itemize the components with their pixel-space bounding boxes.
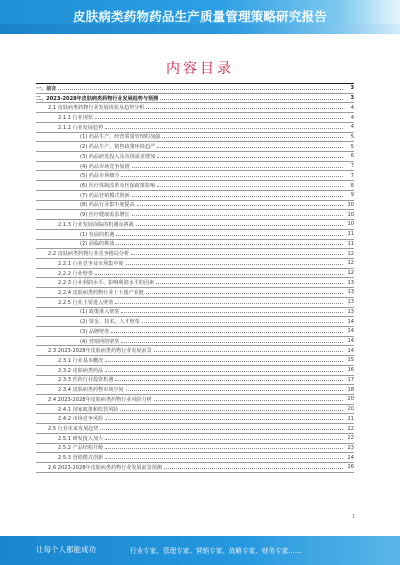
- toc-entry-page: 23: [347, 444, 354, 451]
- toc-dot-leader: [105, 448, 343, 449]
- toc-entry-page: 4: [350, 104, 354, 111]
- toc-entry-label: 2.1.1 行业现状: [58, 115, 93, 122]
- toc-dot-leader: [146, 108, 343, 109]
- toc-entry[interactable]: [36, 220, 354, 230]
- toc-entry[interactable]: [36, 424, 354, 434]
- toc-entry[interactable]: [36, 308, 354, 318]
- toc-entry-page: 21: [347, 415, 354, 422]
- toc-entry[interactable]: [36, 249, 354, 259]
- toc-entry-page: 18: [347, 386, 354, 393]
- toc-entry[interactable]: [36, 240, 354, 250]
- toc-entry-label: 2.1 皮肤病类药物行业发展现状及趋势分析: [48, 105, 145, 112]
- toc-entry-page: 14: [347, 338, 354, 345]
- toc-entry-page: 5: [350, 143, 354, 150]
- toc-entry-page: 26: [347, 464, 354, 471]
- footer-slogan-right: 行业专家、管理专家、营销专家、战略专家、财务专家……: [130, 547, 302, 555]
- toc-entry[interactable]: [36, 463, 354, 473]
- toc-dot-leader: [111, 332, 343, 333]
- toc-entry-label: 2.5 行业未来发展趋势: [48, 426, 99, 433]
- toc-entry[interactable]: [36, 327, 354, 337]
- toc-dot-leader: [154, 400, 343, 401]
- toc-entry-label: (3) 药品研发投入及市场需求增加: [80, 153, 156, 160]
- toc-entry-label: (8) 药品行业集中度提高: [80, 202, 135, 209]
- page-number: 1: [352, 514, 356, 520]
- toc-entry-label: 2.5.1 研发投入加大: [58, 435, 104, 442]
- toc-title: 内容目录: [166, 61, 234, 77]
- toc-dot-leader: [100, 429, 343, 430]
- toc-entry-label: 2.3.2 皮肤病类药品: [58, 367, 104, 374]
- toc-entry-page: 20: [347, 396, 354, 403]
- toc-entry-label: 2.3.1 行业基本概况: [58, 357, 104, 364]
- toc-entry-page: 12: [347, 270, 354, 277]
- toc-entry-label: (2) 资金、技术、人才壁垒: [80, 319, 140, 326]
- toc-entry[interactable]: [36, 385, 354, 395]
- toc-entry-page: 12: [347, 250, 354, 257]
- toc-entry-page: 9: [350, 192, 354, 199]
- toc-entry-label: 2.1.2 行业发展趋势: [58, 124, 104, 131]
- toc-dot-leader: [132, 196, 343, 197]
- toc-entry-label: 2.3.4 皮肤病类药物市场空间: [58, 387, 124, 394]
- toc-dot-leader: [95, 118, 343, 119]
- toc-entry-page: 8: [350, 182, 354, 189]
- toc-entry-label: 2.1.3 行业发展面临的机遇及挑战: [58, 221, 134, 228]
- toc-dot-leader: [156, 283, 343, 284]
- toc-dot-leader: [105, 371, 343, 372]
- toc-entry-page: 3: [350, 85, 354, 92]
- toc-entry-page: 14: [347, 328, 354, 335]
- toc-dot-leader: [105, 419, 343, 420]
- toc-entry-page: 14: [347, 347, 354, 354]
- toc-entry-page: 13: [347, 279, 354, 286]
- toc-entry[interactable]: [36, 123, 354, 133]
- toc-dot-leader: [154, 351, 343, 352]
- toc-entry-label: 2.2.4 皮肤病类药物行业上下游产业链: [58, 289, 144, 296]
- toc-entry[interactable]: [36, 94, 354, 104]
- toc-entry-page: 13: [347, 289, 354, 296]
- toc-entry[interactable]: [36, 317, 354, 327]
- toc-entry-label: 2.4.1 国家政策和监管风险: [58, 406, 119, 413]
- toc-entry-label: (9) 医疗健康需求增长: [80, 212, 130, 219]
- toc-entry[interactable]: [36, 133, 354, 143]
- toc-entry-page: 10: [347, 221, 354, 228]
- toc-entry-label: (4) 药品市场竞争加剧: [80, 163, 130, 170]
- toc-entry[interactable]: [36, 278, 354, 288]
- toc-entry-label: 2.2 皮肤病类药物行业竞争格局分析: [48, 251, 130, 258]
- toc-entry-label: 2.5.3 营销模式创新: [58, 455, 104, 462]
- toc-dot-leader: [157, 147, 343, 148]
- toc-entry-label: 二、2023-2028年皮肤病类药物行业发展趋势与预测: [36, 95, 159, 102]
- toc-dot-leader: [105, 128, 343, 129]
- toc-entry[interactable]: [36, 269, 354, 279]
- toc-dot-leader: [146, 293, 343, 294]
- toc-dot-leader: [136, 225, 343, 226]
- toc-entry[interactable]: [36, 405, 354, 415]
- toc-entry-label: (4) 营销网络壁垒: [80, 338, 120, 345]
- toc-entry-page: 13: [347, 299, 354, 306]
- toc-entry[interactable]: [36, 162, 354, 172]
- toc-dot-leader: [160, 99, 343, 100]
- toc-entry-page: 22: [347, 425, 354, 432]
- toc-dot-leader: [132, 167, 343, 168]
- toc-entry-label: (7) 药品营销模式创新: [80, 192, 130, 199]
- toc-entry-label: 2.6 2023-2028年皮肤病类药物行业发展前景预测: [48, 464, 162, 471]
- toc-entry-label: 一、前言: [36, 85, 57, 92]
- toc-entry[interactable]: [36, 142, 354, 152]
- top-banner: [0, 0, 400, 34]
- toc-entry[interactable]: [36, 366, 354, 376]
- toc-entry-page: 20: [347, 406, 354, 413]
- toc-entry[interactable]: [36, 113, 354, 123]
- toc-entry-label: (1) 药品生产、经营质量管理的加强: [80, 134, 161, 141]
- toc-dot-leader: [105, 439, 343, 440]
- toc-entry-label: (2) 药品生产、销售政策环境趋严: [80, 144, 156, 151]
- toc-entry-page: 6: [350, 153, 354, 160]
- toc-entry[interactable]: [36, 395, 354, 405]
- toc-dot-leader: [131, 254, 343, 255]
- toc-entry[interactable]: [36, 434, 354, 444]
- toc-dot-leader: [126, 264, 343, 265]
- toc-entry-label: 2.2.5 行业主要进入壁垒: [58, 299, 114, 306]
- footer-banner: [0, 536, 400, 565]
- table-of-contents: [36, 83, 354, 473]
- toc-entry[interactable]: [36, 298, 354, 308]
- toc-entry-label: 2.4 2023-2028年皮肤病类药物行业风险分析: [48, 396, 152, 403]
- toc-entry[interactable]: [36, 444, 354, 454]
- toc-entry[interactable]: [36, 414, 354, 424]
- toc-entry-label: (1) 发展的机遇: [80, 231, 115, 238]
- toc-dot-leader: [58, 89, 343, 90]
- toc-entry-label: 2.2.1 行业竞争及市场集中度: [58, 260, 124, 267]
- toc-dot-leader: [142, 322, 343, 323]
- toc-entry-page: 17: [347, 376, 354, 383]
- toc-dot-leader: [137, 205, 343, 206]
- toc-entry-page: 10: [347, 201, 354, 208]
- toc-dot-leader: [95, 274, 343, 275]
- toc-entry-page: 24: [347, 454, 354, 461]
- toc-entry-page: 14: [347, 318, 354, 325]
- toc-entry[interactable]: [36, 356, 354, 366]
- report-title: 皮肤病类药物药品生产质量管理策略研究报告: [72, 9, 327, 24]
- toc-entry[interactable]: [36, 337, 354, 347]
- toc-dot-leader: [105, 458, 343, 459]
- toc-entry-label: 2.3.3 医药行业投资机遇: [58, 377, 114, 384]
- toc-entry-label: 2.2.3 行业利润水平、影响利润水平的因素: [58, 280, 155, 287]
- toc-entry-page: 15: [347, 357, 354, 364]
- toc-entry[interactable]: [36, 259, 354, 269]
- toc-entry-page: 3: [350, 95, 354, 102]
- toc-entry[interactable]: [36, 346, 354, 356]
- toc-entry-page: 5: [350, 133, 354, 140]
- toc-dot-leader: [121, 342, 343, 343]
- toc-entry-label: 2.5.2 产品结构升级: [58, 445, 104, 452]
- toc-entry-page: 4: [350, 124, 354, 131]
- toc-entry[interactable]: [36, 230, 354, 240]
- toc-entry-label: (5) 药品市场细分: [80, 173, 120, 180]
- toc-entry[interactable]: [36, 84, 354, 94]
- toc-entry-page: 12: [347, 260, 354, 267]
- toc-entry-page: 16: [347, 367, 354, 374]
- toc-dot-leader: [115, 380, 343, 381]
- toc-entry-page: 4: [350, 114, 354, 121]
- toc-entry-label: 2.2.2 行业壁垒: [58, 270, 93, 277]
- toc-dot-leader: [120, 410, 343, 411]
- toc-entry-page: 7: [350, 172, 354, 179]
- toc-dot-leader: [116, 235, 343, 236]
- toc-entry-page: 11: [347, 231, 354, 238]
- toc-entry-label: 2.3 2023-2028年皮肤病类药物行业发展前景: [48, 348, 152, 355]
- toc-entry[interactable]: [36, 171, 354, 181]
- toc-entry[interactable]: [36, 181, 354, 191]
- toc-entry-label: (3) 品牌壁垒: [80, 328, 110, 335]
- toc-dot-leader: [126, 390, 343, 391]
- toc-dot-leader: [157, 186, 343, 187]
- banner-band: [0, 24, 400, 34]
- toc-entry-label: (2) 面临的挑战: [80, 241, 115, 248]
- toc-entry[interactable]: [36, 376, 354, 386]
- toc-dot-leader: [157, 157, 343, 158]
- toc-entry[interactable]: [36, 288, 354, 298]
- toc-entry[interactable]: [36, 152, 354, 162]
- toc-entry[interactable]: [36, 103, 354, 113]
- toc-entry[interactable]: [36, 201, 354, 211]
- toc-entry-page: 11: [347, 240, 354, 247]
- toc-dot-leader: [132, 215, 343, 216]
- toc-dot-leader: [121, 312, 343, 313]
- toc-entry[interactable]: [36, 453, 354, 463]
- toc-dot-leader: [162, 137, 343, 138]
- toc-entry-label: (6) 医疗体制改革及医保政策影响: [80, 183, 156, 190]
- toc-dot-leader: [115, 303, 343, 304]
- toc-entry-page: 13: [347, 308, 354, 315]
- toc-dot-leader: [116, 244, 343, 245]
- toc-entry-page: 10: [347, 211, 354, 218]
- toc-entry-label: (1) 政策准入壁垒: [80, 309, 120, 316]
- toc-entry[interactable]: [36, 210, 354, 220]
- toc-dot-leader: [164, 468, 343, 469]
- toc-entry-page: 7: [350, 163, 354, 170]
- toc-entry-page: 22: [347, 435, 354, 442]
- toc-dot-leader: [121, 176, 343, 177]
- toc-entry[interactable]: [36, 191, 354, 201]
- toc-dot-leader: [105, 361, 343, 362]
- toc-entry-label: 2.4.2 市场竞争风险: [58, 416, 104, 423]
- footer-slogan-left: 让每个人都能成功: [36, 545, 96, 554]
